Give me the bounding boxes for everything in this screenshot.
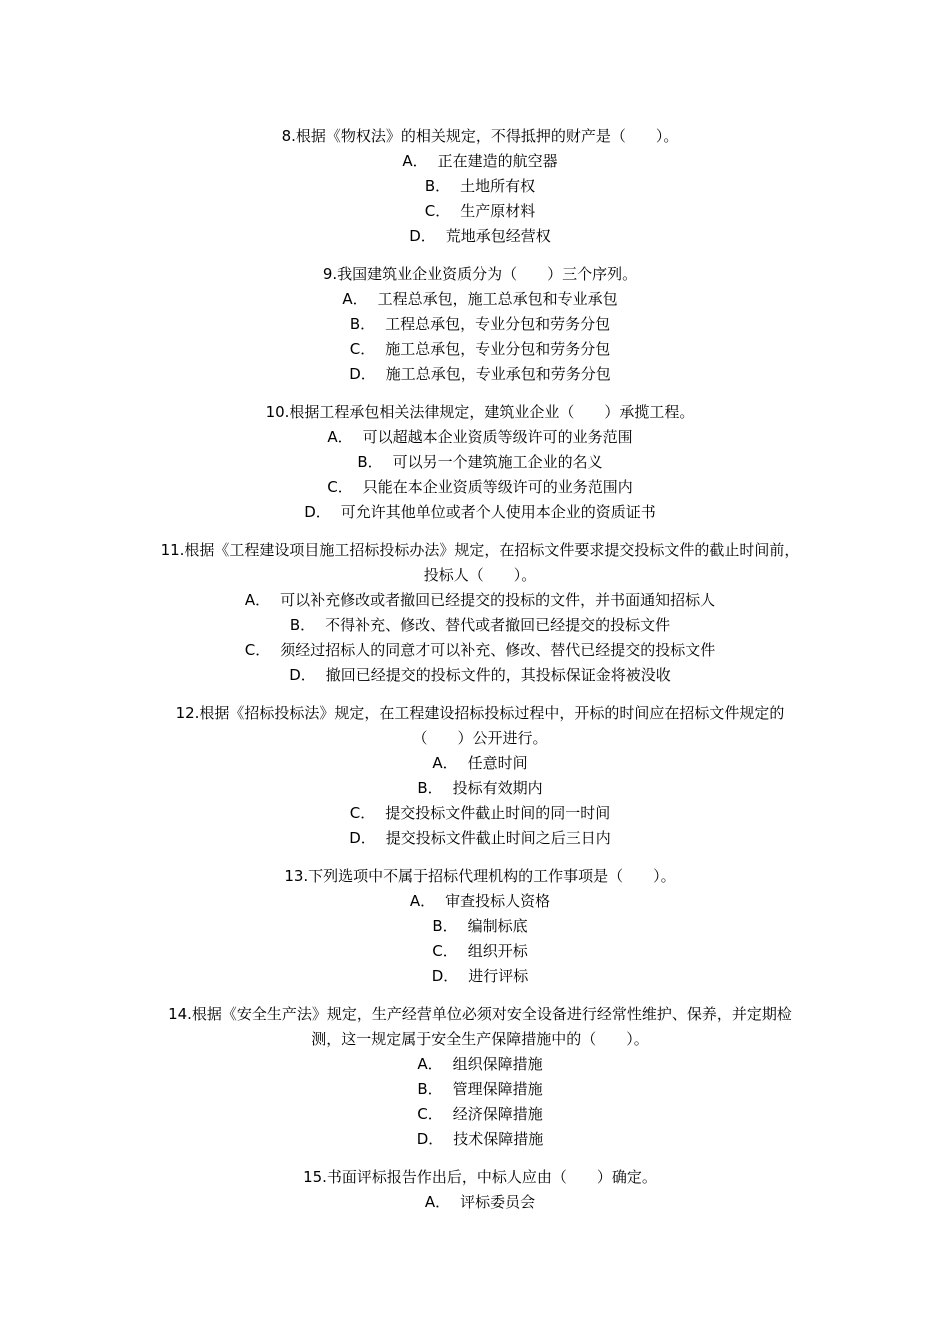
question-block: [150, 124, 810, 249]
question-stem: [150, 538, 810, 588]
option-letter: C．: [244, 641, 271, 659]
answer-option: [150, 224, 810, 249]
option-letter: B．: [417, 779, 443, 797]
answer-option: [150, 475, 810, 500]
option-text: 组织开标: [467, 942, 528, 960]
question-text: 我国建筑业企业资质分为（ ）三个序列。: [337, 265, 638, 283]
option-text: 施工总承包，专业承包和劳务分包: [385, 365, 611, 383]
option-letter: B．: [424, 177, 451, 195]
option-letter: D．: [349, 365, 376, 383]
option-letter: D．: [416, 1130, 444, 1148]
answer-option: [150, 914, 810, 939]
answer-option: [150, 362, 810, 387]
option-text: 管理保障措施: [452, 1080, 543, 1098]
question-stem: [150, 1165, 810, 1190]
question-stem: [150, 400, 810, 425]
option-text: 提交投标文件截止时间之后三日内: [385, 829, 611, 847]
answer-option: [150, 826, 810, 851]
option-text: 任意时间: [467, 754, 528, 772]
question-stem: [150, 864, 810, 889]
answer-option: [150, 199, 810, 224]
answer-option: [150, 1077, 810, 1102]
answer-option: [150, 751, 810, 776]
question-text: 根据《工程建设项目施工招标投标办法》规定，在招标文件要求提交投标文件的截止时间前，投标人（ ）。: [184, 541, 800, 584]
option-text: 审查投标人资格: [445, 892, 551, 910]
option-letter: A．: [244, 591, 271, 609]
option-letter: D．: [289, 666, 316, 684]
option-text: 经济保障措施: [452, 1105, 543, 1123]
option-text: 投标有效期内: [452, 779, 543, 797]
question-number: 12.: [175, 704, 200, 722]
option-text: 可以超越本企业资质等级许可的业务范围: [362, 428, 633, 446]
option-text: 生产原材料: [460, 202, 536, 220]
answer-option: [150, 1052, 810, 1077]
answer-option: [150, 939, 810, 964]
answer-option: [150, 1127, 810, 1152]
answer-option: [150, 337, 810, 362]
answer-option: [150, 663, 810, 688]
option-letter: A．: [432, 754, 458, 772]
answer-option: [150, 312, 810, 337]
question-block: [150, 400, 810, 525]
option-list: [150, 1190, 810, 1215]
option-list: [150, 287, 810, 387]
option-text: 评标委员会: [460, 1193, 536, 1211]
option-letter: D．: [304, 503, 331, 521]
option-text: 可允许其他单位或者个人使用本企业的资质证书: [340, 503, 656, 521]
answer-option: [150, 500, 810, 525]
option-letter: B．: [289, 616, 316, 634]
option-text: 施工总承包，专业分包和劳务分包: [385, 340, 611, 358]
option-letter: B．: [357, 453, 383, 471]
option-letter: C．: [432, 942, 458, 960]
option-text: 荒地承包经营权: [445, 227, 551, 245]
option-letter: C．: [327, 478, 353, 496]
option-letter: A．: [342, 290, 368, 308]
option-letter: A．: [327, 428, 353, 446]
option-letter: C．: [417, 1105, 443, 1123]
question-number: 14.: [168, 1005, 192, 1023]
question-block: [150, 262, 810, 387]
answer-option: [150, 776, 810, 801]
answer-option: [150, 801, 810, 826]
option-text: 技术保障措施: [453, 1130, 544, 1148]
question-text: 书面评标报告作出后，中标人应由（ ）确定。: [326, 1168, 657, 1186]
answer-option: [150, 1102, 810, 1127]
option-letter: C．: [349, 804, 376, 822]
option-text: 可以补充修改或者撤回已经提交的投标的文件，并书面通知招标人: [280, 591, 716, 609]
question-text: 根据《物权法》的相关规定，不得抵押的财产是（ ）。: [295, 127, 679, 145]
option-letter: D．: [409, 227, 436, 245]
option-list: [150, 751, 810, 851]
question-block: [150, 701, 810, 851]
question-list: [150, 124, 810, 1228]
option-letter: A．: [409, 892, 436, 910]
option-letter: A．: [424, 1193, 451, 1211]
option-list: [150, 149, 810, 249]
option-letter: C．: [424, 202, 451, 220]
option-text: 编制标底: [467, 917, 528, 935]
question-text: 下列选项中不属于招标代理机构的工作事项是（ ）。: [308, 867, 676, 885]
question-number: 9.: [322, 265, 338, 283]
answer-option: [150, 174, 810, 199]
option-letter: A．: [402, 152, 428, 170]
option-list: [150, 588, 810, 688]
question-stem: [150, 1002, 810, 1052]
question-block: [150, 1002, 810, 1152]
option-text: 土地所有权: [460, 177, 536, 195]
option-text: 可以另一个建筑施工企业的名义: [392, 453, 603, 471]
option-text: 组织保障措施: [452, 1055, 543, 1073]
answer-option: [150, 638, 810, 663]
option-text: 工程总承包，专业分包和劳务分包: [385, 315, 611, 333]
option-letter: B．: [349, 315, 376, 333]
option-text: 须经过招标人的同意才可以补充、修改、替代已经提交的投标文件: [280, 641, 716, 659]
option-text: 不得补充、修改、替代或者撤回已经提交的投标文件: [325, 616, 671, 634]
question-number: 8.: [281, 127, 296, 145]
option-letter: B．: [417, 1080, 443, 1098]
option-text: 正在建造的航空器: [437, 152, 558, 170]
option-letter: D．: [431, 967, 459, 985]
answer-option: [150, 149, 810, 174]
option-text: 进行评标: [468, 967, 529, 985]
question-text: 根据《招标投标法》规定，在工程建设招标投标过程中，开标的时间应在招标文件规定的（ ）公开进行。: [199, 704, 785, 747]
option-text: 撤回已经提交的投标文件的，其投标保证金将被没收: [325, 666, 671, 684]
answer-option: [150, 1190, 810, 1215]
answer-option: [150, 964, 810, 989]
question-text: 根据工程承包相关法律规定，建筑业企业（ ）承揽工程。: [289, 403, 695, 421]
answer-option: [150, 287, 810, 312]
option-letter: D．: [349, 829, 376, 847]
question-block: [150, 864, 810, 989]
answer-option: [150, 588, 810, 613]
question-number: 10.: [265, 403, 290, 421]
question-text: 根据《安全生产法》规定，生产经营单位必须对安全设备进行经常性维护、保养，并定期检测，这一规定属于安全生产保障措施中的（ ）。: [191, 1005, 792, 1048]
option-list: [150, 1052, 810, 1152]
option-letter: A．: [417, 1055, 443, 1073]
option-text: 工程总承包，施工总承包和专业承包: [377, 290, 618, 308]
question-block: [150, 1165, 810, 1215]
question-stem: [150, 262, 810, 287]
option-list: [150, 889, 810, 989]
option-text: 提交投标文件截止时间的同一时间: [385, 804, 611, 822]
question-number: 11.: [160, 541, 185, 559]
question-number: 15.: [303, 1168, 327, 1186]
answer-option: [150, 450, 810, 475]
question-number: 13.: [284, 867, 309, 885]
option-list: [150, 425, 810, 525]
question-stem: [150, 701, 810, 751]
question-block: [150, 538, 810, 688]
answer-option: [150, 613, 810, 638]
question-stem: [150, 124, 810, 149]
option-letter: C．: [349, 340, 376, 358]
option-letter: B．: [432, 917, 458, 935]
option-text: 只能在本企业资质等级许可的业务范围内: [362, 478, 633, 496]
answer-option: [150, 425, 810, 450]
answer-option: [150, 889, 810, 914]
